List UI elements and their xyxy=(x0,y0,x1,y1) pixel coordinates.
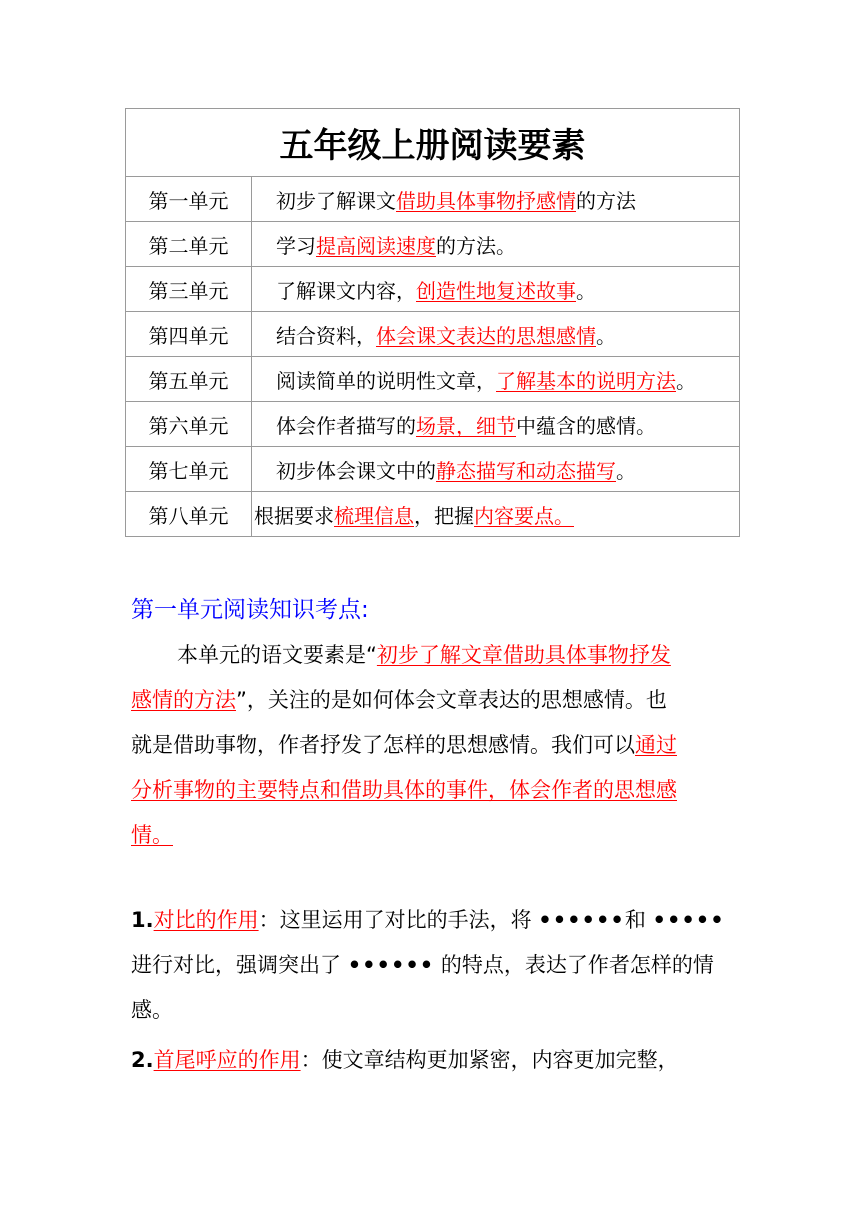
table-row xyxy=(126,357,740,402)
key-phrase: 通过 xyxy=(635,733,677,757)
ellipsis-dots: •••••• xyxy=(347,953,435,977)
key-phrase: 了解基本的说明方法 xyxy=(496,368,676,393)
content-text: 。 xyxy=(576,278,596,303)
content-cell xyxy=(252,357,740,402)
content-text: 学习 xyxy=(276,233,316,258)
unit-cell: 第七单元 xyxy=(126,447,252,492)
key-phrase: 梳理信息 xyxy=(334,503,414,528)
key-phrase: 分析事物的主要特点和借助具体的事件，体会作者的思想感 xyxy=(131,778,677,802)
content-text: 的方法。 xyxy=(436,233,516,258)
content-cell xyxy=(252,312,740,357)
key-phrase: 静态描写和动态描写 xyxy=(436,458,616,483)
key-phrase: 提高阅读速度 xyxy=(316,233,436,258)
content-text: 了解课文内容， xyxy=(276,278,416,303)
unit-cell: 第三单元 xyxy=(126,267,252,312)
key-phrase: 初步了解文章借助具体事物抒发 xyxy=(376,643,671,667)
unit-cell: 第五单元 xyxy=(126,357,252,402)
paragraph-text: 和 xyxy=(624,908,653,932)
ellipsis-dots: ••••• xyxy=(652,908,725,932)
table-row xyxy=(126,312,740,357)
unit-cell: 第二单元 xyxy=(126,222,252,267)
key-phrase: 场景，细节 xyxy=(416,413,516,438)
content-cell xyxy=(252,177,740,222)
key-phrase: 内容要点。 xyxy=(474,503,574,528)
point-number: 2. xyxy=(131,1048,154,1072)
key-phrase: 创造性地复述故事 xyxy=(416,278,576,303)
paragraph-line xyxy=(131,678,731,723)
content-cell xyxy=(252,222,740,267)
paragraph-text: ”，关注的是如何体会文章表达的思想感情。也 xyxy=(236,688,667,712)
section-heading: 第一单元阅读知识考点: xyxy=(131,597,369,623)
content-text: 初步体会课文中的 xyxy=(276,458,436,483)
point-1-paragraph xyxy=(131,898,731,1033)
content-text: ，把握 xyxy=(414,503,474,528)
reading-elements-table xyxy=(125,108,740,537)
content-text: 。 xyxy=(616,458,636,483)
unit-cell: 第八单元 xyxy=(126,492,252,537)
paragraph-line xyxy=(131,768,731,813)
content-text: 根据要求 xyxy=(254,503,334,528)
paragraph-text: 进行对比，强调突出了 xyxy=(131,953,348,977)
paragraph-line xyxy=(131,813,731,858)
content-text: 结合资料， xyxy=(276,323,376,348)
content-text: 的方法 xyxy=(576,188,636,213)
key-phrase: 借助具体事物抒感情 xyxy=(396,188,576,213)
point-number: 1. xyxy=(131,908,154,932)
table-row xyxy=(126,267,740,312)
ellipsis-dots: •••••• xyxy=(538,908,625,932)
content-text: 。 xyxy=(676,368,696,393)
unit-cell: 第一单元 xyxy=(126,177,252,222)
point-2-paragraph xyxy=(131,1038,731,1083)
unit-cell: 第四单元 xyxy=(126,312,252,357)
paragraph-text: ：使文章结构更加紧密，内容更加完整， xyxy=(300,1048,679,1072)
content-cell xyxy=(252,267,740,312)
key-phrase: 情。 xyxy=(131,823,173,847)
content-text: 初步了解课文 xyxy=(276,188,396,213)
content-text: 阅读简单的说明性文章， xyxy=(276,368,496,393)
key-phrase: 感情的方法 xyxy=(131,688,236,712)
key-phrase: 对比的作用 xyxy=(153,908,259,932)
paragraph-line xyxy=(131,633,731,678)
paragraph-text: 本单元的语文要素是“ xyxy=(177,643,377,667)
content-cell xyxy=(252,447,740,492)
table-row xyxy=(126,492,740,537)
key-phrase: 首尾呼应的作用 xyxy=(153,1048,301,1072)
content-text: 中蕴含的感情。 xyxy=(516,413,656,438)
unit-cell: 第六单元 xyxy=(126,402,252,447)
table-row xyxy=(126,402,740,447)
content-text: 。 xyxy=(596,323,616,348)
key-phrase: 体会课文表达的思想感情 xyxy=(376,323,596,348)
paragraph-line xyxy=(131,723,731,768)
content-cell xyxy=(252,402,740,447)
intro-paragraph xyxy=(131,633,731,858)
paragraph-text: 的特点，表达了作者怎样的情感。 xyxy=(131,953,714,1022)
table-row xyxy=(126,177,740,222)
paragraph-text: ：这里运用了对比的手法，将 xyxy=(258,908,539,932)
content-text: 体会作者描写的 xyxy=(276,413,416,438)
table-row xyxy=(126,447,740,492)
content-cell xyxy=(252,492,740,537)
table-row xyxy=(126,222,740,267)
table-title: 五年级上册阅读要素 xyxy=(126,109,740,177)
paragraph-text: 就是借助事物，作者抒发了怎样的思想感情。我们可以 xyxy=(131,733,635,757)
